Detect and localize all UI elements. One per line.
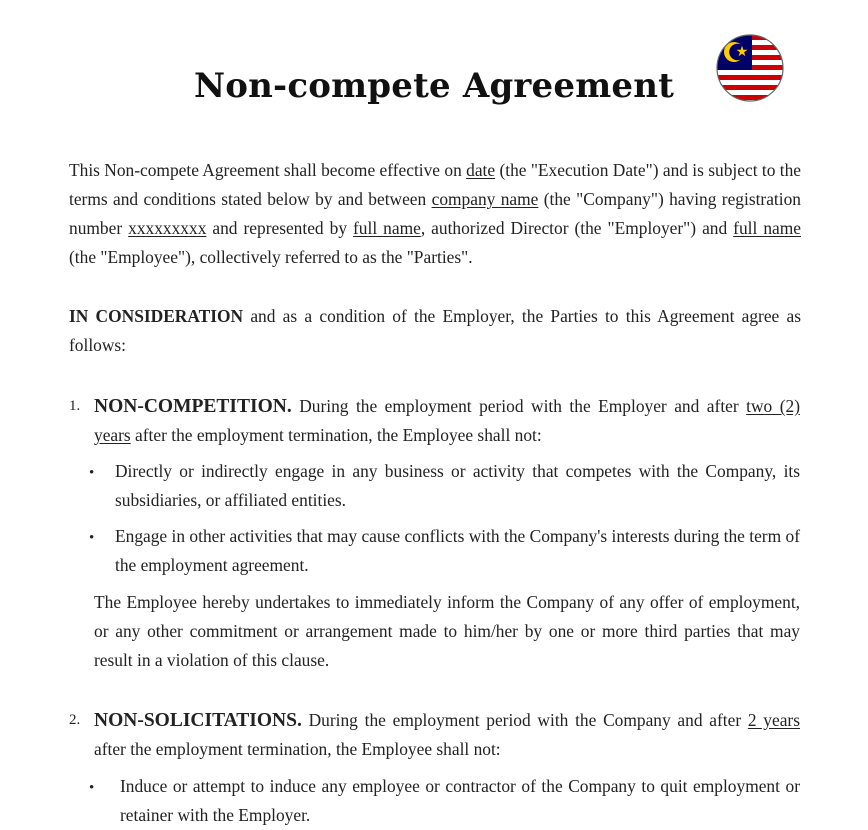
section-2-heading: NON-SOLICITATIONS. — [94, 710, 302, 731]
bullet-marker: • — [89, 780, 95, 796]
consideration-bold: IN CONSIDERATION — [69, 306, 244, 326]
section-1-closing: The Employee hereby undertakes to immediately inform the Company of any offer of employment, or any other commitment or arrangement made to him/her by one or more third parties that may result in a violation of this clause. — [94, 592, 800, 670]
document-title: Non-compete Agreement — [193, 66, 675, 106]
bullet-marker: • — [89, 530, 95, 546]
section-2-paragraph: NON-SOLICITATIONS. During the employment period with the Company and after 2 years after the employment termination, the Employee shall not: — [94, 710, 800, 759]
bullet-marker: • — [89, 465, 95, 481]
bullet-item: Directly or indirectly engage in any business or activity that competes with the Company, its subsidiaries, or affiliated entities. — [115, 461, 800, 510]
section-number: 1. — [69, 398, 81, 414]
section-number: 2. — [69, 712, 81, 728]
date-field: date — [466, 160, 496, 180]
bullet-item: Induce or attempt to induce any employee or contractor of the Company to quit employment or retainer with the Employer. — [120, 776, 800, 825]
bullet-item: Engage in other activities that may cause conflicts with the Company's interests during the term of the employment agreement. — [115, 526, 800, 575]
director-name-field: full name — [353, 218, 421, 238]
registration-number-field: xxxxxxxxx — [128, 218, 207, 238]
employee-name-field: full name — [733, 218, 801, 238]
malaysia-flag-icon — [716, 34, 784, 102]
intro-paragraph: This Non-compete Agreement shall become effective on date (the "Execution Date") and is subject to the terms and conditions stated below by and between company name (the "Company") having registration number xxxxxxxxx and represented by full name, authorized Director (the "Employer") and full name (the "Employee"), collectively referred to as the "Parties". — [69, 160, 801, 267]
company-name-field: company name — [431, 189, 539, 209]
consideration-paragraph: IN CONSIDERATION and as a condition of the Employer, the Parties to this Agreement agree as follows: — [69, 306, 801, 355]
non-solicitation-period-field: 2 years — [747, 710, 800, 730]
section-1-heading: NON-COMPETITION. — [94, 396, 292, 417]
section-1-paragraph: NON-COMPETITION. During the employment period with the Employer and after two (2) years after the employment termination, the Employee shall not: — [94, 396, 800, 445]
non-compete-period-field: two (2) years — [94, 396, 800, 445]
